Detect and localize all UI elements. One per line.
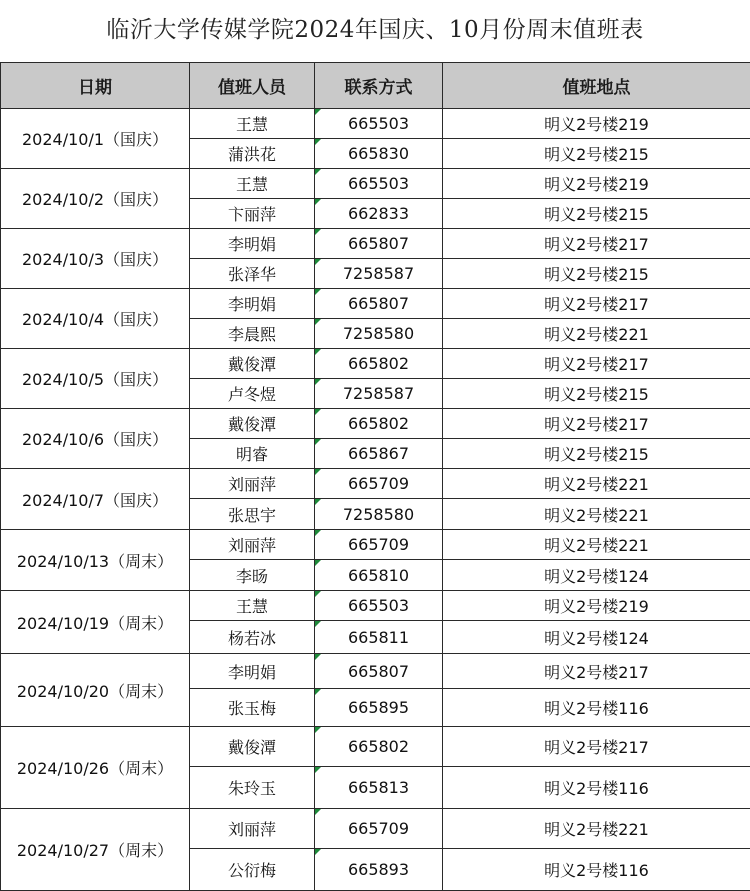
contact-cell[interactable] [315,767,443,809]
contact-cell[interactable] [315,469,443,499]
contact-number: 7258580 [342,324,415,343]
staff-name-cell[interactable]: 卢冬煜 [190,379,315,409]
number-as-text-indicator-icon [315,560,321,566]
location-cell[interactable]: 明义2号楼217 [443,349,750,379]
contact-cell[interactable] [315,560,443,591]
staff-name-cell[interactable]: 卞丽萍 [190,199,315,229]
staff-name-cell[interactable]: 李旸 [190,560,315,591]
number-as-text-indicator-icon [315,689,321,695]
contact-number: 665503 [347,114,410,133]
number-as-text-indicator-icon [315,530,321,536]
location-cell[interactable]: 明义2号楼116 [443,849,750,891]
duty-roster-table [0,62,750,891]
location-cell[interactable]: 明义2号楼217 [443,409,750,439]
staff-name-cell[interactable]: 张玉梅 [190,689,315,727]
staff-name-cell[interactable]: 朱玲玉 [190,767,315,809]
table-row [1,469,750,499]
staff-name-cell[interactable]: 李明娟 [190,229,315,259]
number-as-text-indicator-icon [315,259,321,265]
date-cell[interactable]: 2024/10/4（国庆） [1,289,190,349]
date-cell[interactable]: 2024/10/19（周末） [1,591,190,654]
date-cell[interactable]: 2024/10/13（周末） [1,530,190,591]
contact-cell[interactable] [315,849,443,891]
number-as-text-indicator-icon [315,289,321,295]
contact-number: 665810 [347,565,410,585]
contact-cell[interactable] [315,139,443,169]
location-cell[interactable]: 明义2号楼217 [443,727,750,767]
table-row [1,727,750,767]
header-date[interactable]: 日期 [1,63,190,109]
contact-number: 665802 [347,737,410,756]
contact-number: 7258580 [342,504,415,524]
staff-name-cell[interactable]: 戴俊潭 [190,727,315,767]
contact-number: 665830 [347,144,410,163]
location-cell[interactable]: 明义2号楼215 [443,259,750,289]
date-cell[interactable]: 2024/10/27（周末） [1,809,190,891]
date-cell[interactable]: 2024/10/20（周末） [1,654,190,727]
header-location[interactable]: 值班地点 [443,63,750,109]
contact-cell[interactable] [315,654,443,689]
location-cell[interactable]: 明义2号楼124 [443,560,750,591]
staff-name-cell[interactable]: 刘丽萍 [190,809,315,849]
contact-cell[interactable] [315,319,443,349]
table-row [1,229,750,259]
number-as-text-indicator-icon [315,319,321,325]
staff-name-cell[interactable]: 戴俊潭 [190,349,315,379]
staff-name-cell[interactable]: 刘丽萍 [190,530,315,560]
location-cell[interactable]: 明义2号楼215 [443,379,750,409]
number-as-text-indicator-icon [315,199,321,205]
location-cell[interactable]: 明义2号楼217 [443,229,750,259]
table-header [1,63,750,109]
number-as-text-indicator-icon [315,469,321,475]
number-as-text-indicator-icon [315,349,321,355]
location-cell[interactable]: 明义2号楼221 [443,319,750,349]
number-as-text-indicator-icon [315,654,321,660]
contact-cell[interactable] [315,379,443,409]
staff-name-cell[interactable]: 王慧 [190,109,315,139]
contact-number: 665802 [347,354,410,373]
staff-name-cell[interactable]: 明睿 [190,439,315,469]
contact-cell[interactable] [315,809,443,849]
contact-cell[interactable] [315,169,443,199]
location-cell[interactable]: 明义2号楼221 [443,809,750,849]
location-cell[interactable]: 明义2号楼215 [443,199,750,229]
table-row [1,289,750,319]
table-row [1,654,750,689]
contact-cell[interactable] [315,409,443,439]
location-cell[interactable]: 明义2号楼124 [443,621,750,654]
contact-number: 665503 [347,174,410,193]
contact-cell[interactable] [315,229,443,259]
header-contact[interactable]: 联系方式 [315,63,443,109]
contact-cell[interactable] [315,530,443,560]
contact-number: 665807 [347,294,410,313]
contact-number: 665811 [347,627,410,647]
staff-name-cell[interactable]: 李明娟 [190,289,315,319]
header-staff[interactable]: 值班人员 [190,63,315,109]
contact-cell[interactable] [315,289,443,319]
date-cell[interactable]: 2024/10/5（国庆） [1,349,190,409]
number-as-text-indicator-icon [315,727,321,733]
location-cell[interactable]: 明义2号楼217 [443,289,750,319]
location-cell[interactable]: 明义2号楼221 [443,499,750,530]
location-cell[interactable]: 明义2号楼221 [443,530,750,560]
contact-number: 665709 [347,819,410,838]
contact-cell[interactable] [315,199,443,229]
contact-number: 665813 [347,778,410,797]
contact-number: 665807 [347,234,410,253]
contact-cell[interactable] [315,259,443,289]
table-row [1,349,750,379]
contact-number: 7258587 [342,264,415,283]
number-as-text-indicator-icon [315,439,321,445]
location-cell[interactable]: 明义2号楼116 [443,689,750,727]
number-as-text-indicator-icon [315,621,321,627]
number-as-text-indicator-icon [315,591,321,597]
staff-name-cell[interactable]: 张思宇 [190,499,315,530]
contact-number: 665709 [347,535,410,554]
contact-cell[interactable] [315,439,443,469]
number-as-text-indicator-icon [315,809,321,815]
contact-number: 665709 [347,474,410,493]
contact-number: 665893 [347,860,410,879]
staff-name-cell[interactable]: 蒲洪花 [190,139,315,169]
staff-name-cell[interactable]: 李明娟 [190,654,315,689]
number-as-text-indicator-icon [315,229,321,235]
table-row [1,591,750,621]
contact-cell[interactable] [315,689,443,727]
contact-cell[interactable] [315,591,443,621]
staff-name-cell[interactable]: 李晨熙 [190,319,315,349]
staff-name-cell[interactable]: 张泽华 [190,259,315,289]
contact-number: 7258587 [342,384,415,403]
contact-number: 665802 [347,414,410,433]
contact-number: 662833 [347,204,410,223]
sheet-title: 临沂大学传媒学院2024年国庆、10月份周末值班表 [106,17,644,43]
date-cell[interactable]: 2024/10/2（国庆） [1,169,190,229]
table-body [1,109,750,891]
contact-cell[interactable] [315,499,443,530]
number-as-text-indicator-icon [315,109,321,115]
location-cell[interactable]: 明义2号楼217 [443,654,750,689]
table-row [1,409,750,439]
location-cell[interactable]: 明义2号楼215 [443,139,750,169]
contact-cell[interactable] [315,621,443,654]
date-cell[interactable]: 2024/10/7（国庆） [1,469,190,530]
number-as-text-indicator-icon [315,169,321,175]
number-as-text-indicator-icon [315,499,321,505]
location-cell[interactable]: 明义2号楼219 [443,591,750,621]
staff-name-cell[interactable]: 戴俊潭 [190,409,315,439]
location-cell[interactable]: 明义2号楼221 [443,469,750,499]
table-row [1,809,750,849]
number-as-text-indicator-icon [315,767,321,773]
location-cell[interactable]: 明义2号楼219 [443,169,750,199]
contact-number: 665503 [347,596,410,615]
table-row [1,109,750,139]
staff-name-cell[interactable]: 刘丽萍 [190,469,315,499]
contact-cell[interactable] [315,109,443,139]
date-cell[interactable]: 2024/10/26（周末） [1,727,190,809]
location-cell[interactable]: 明义2号楼116 [443,767,750,809]
location-cell[interactable]: 明义2号楼219 [443,109,750,139]
contact-number: 665895 [347,698,410,717]
number-as-text-indicator-icon [315,379,321,385]
staff-name-cell[interactable]: 王慧 [190,169,315,199]
date-cell[interactable]: 2024/10/3（国庆） [1,229,190,289]
date-cell[interactable]: 2024/10/1（国庆） [1,109,190,169]
location-cell[interactable]: 明义2号楼215 [443,439,750,469]
header-row [1,63,750,109]
table-row [1,169,750,199]
table-row [1,530,750,560]
staff-name-cell[interactable]: 杨若冰 [190,621,315,654]
contact-cell[interactable] [315,727,443,767]
contact-number: 665807 [347,661,410,681]
staff-name-cell[interactable]: 王慧 [190,591,315,621]
number-as-text-indicator-icon [315,409,321,415]
contact-number: 665867 [347,444,410,463]
date-cell[interactable]: 2024/10/6（国庆） [1,409,190,469]
staff-name-cell[interactable]: 公衍梅 [190,849,315,891]
contact-cell[interactable] [315,349,443,379]
number-as-text-indicator-icon [315,849,321,855]
number-as-text-indicator-icon [315,139,321,145]
